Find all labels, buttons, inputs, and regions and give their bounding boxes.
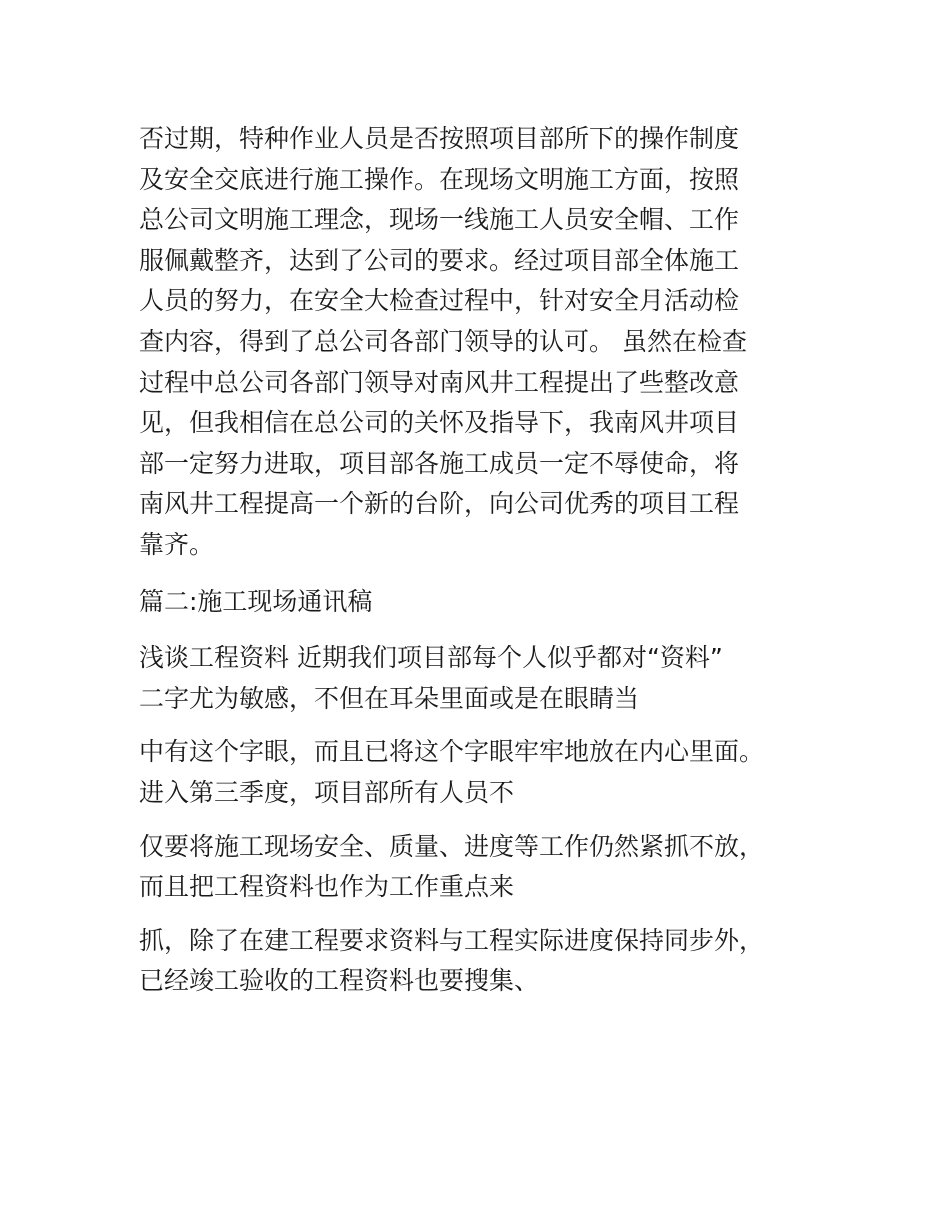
text-line: 及安全交底进行施工操作。在现场文明施工方面，按照 xyxy=(139,164,740,194)
text-line: 人员的努力，在安全大检查过程中，针对安全月活动检 xyxy=(139,286,740,316)
text-line: 见，但我相信在总公司的关怀及指导下，我南风井项目 xyxy=(139,408,740,438)
text-line: 服佩戴整齐，达到了公司的要求。经过项目部全体施工 xyxy=(139,245,740,275)
text-line: 已经竣工验收的工程资料也要搜集、 xyxy=(139,966,540,996)
text-line: 中有这个字眼，而且已将这个字眼牢牢地放在内心里面。 xyxy=(139,737,765,767)
text-line: 查内容，得到了总公司各部门领导的认可。 虽然在检查 xyxy=(139,326,747,356)
text-line: 靠齐。 xyxy=(139,529,215,559)
paragraph-5 xyxy=(139,921,819,1002)
document-body xyxy=(139,119,819,1002)
text-line: 而且把工程资料也作为工作重点来 xyxy=(139,872,515,902)
text-line: 总公司文明施工理念，现场一线施工人员安全帽、工作 xyxy=(139,205,740,235)
paragraph-4 xyxy=(139,827,819,908)
section-heading xyxy=(139,582,819,623)
text-line: 过程中总公司各部门领导对南风井工程提出了些整改意 xyxy=(139,367,740,397)
text-line: 南风井工程提高一个新的台阶，向公司优秀的项目工程 xyxy=(139,489,740,519)
text-line: 浅谈工程资料 近期我们项目部每个人似乎都对“资料” xyxy=(139,643,723,673)
text-line: 仅要将施工现场安全、质量、进度等工作仍然紧抓不放， xyxy=(139,831,765,861)
paragraph-3 xyxy=(139,732,819,813)
heading-text: 篇二:施工现场通讯稿 xyxy=(139,586,373,616)
text-line: 否过期，特种作业人员是否按照项目部所下的操作制度 xyxy=(139,124,740,153)
text-line: 二字尤为敏感，不但在耳朵里面或是在眼睛当 xyxy=(139,683,640,713)
text-line: 抓，除了在建工程要求资料与工程实际进度保持同步外， xyxy=(139,925,765,955)
text-line: 进入第三季度，项目部所有人员不 xyxy=(139,777,515,807)
paragraph-1 xyxy=(139,119,819,566)
text-line: 部一定努力进取，项目部各施工成员一定不辱使命，将 xyxy=(139,448,740,478)
paragraph-2 xyxy=(139,638,819,719)
